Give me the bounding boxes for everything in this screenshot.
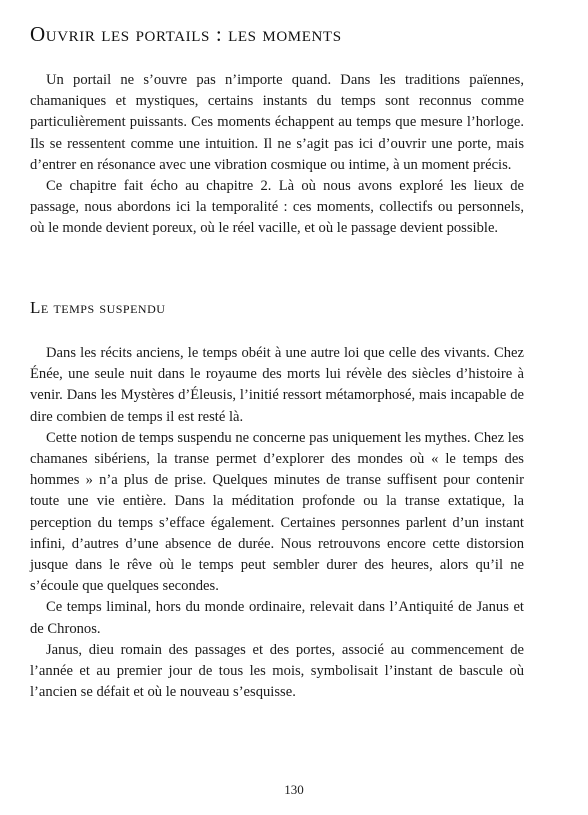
section-paragraph-1: Dans les récits anciens, le temps obéit à une autre loi que celle des vivants. Chez Énée, une seule nuit dans le royaume des morts lui révèle des siècles d’histoire à venir. Dans les Mystères d’Éleusis, l’initié ressort métamorphosé, mais incapable de dire combien de temps il est resté là.: [30, 345, 524, 425]
section-paragraph-3: Ce temps liminal, hors du monde ordinaire, relevait dans l’Antiquité de Janus et de Chronos.: [30, 599, 524, 637]
section-title: Le temps suspendu: [30, 298, 166, 317]
page-number: 130: [284, 782, 304, 797]
intro-paragraph-2: Ce chapitre fait écho au chapitre 2. Là où nous avons exploré les lieux de passage, nous abordons ici la temporalité : ces moments, collectifs ou personnels, où le monde devient poreux, où le réel vacille, et où le passage devient possible.: [30, 178, 524, 237]
intro-paragraph-1: Un portail ne s’ouvre pas n’importe quand. Dans les traditions païennes, chamaniques et mystiques, certains instants du temps sont reconnus comme particulièrement puissants. Ces moments échappent au temps que mesure l’horloge. Ils se ressentent comme une intuition. Il ne s’agit pas ici d’ouvrir une porte, mais d’entrer en résonance avec une vibration cosmique ou intime, à un moment précis.: [30, 72, 524, 173]
section-text: [30, 343, 524, 703]
chapter-title: Ouvrir les portails : les moments: [30, 22, 342, 46]
section-paragraph-4: Janus, dieu romain des passages et des portes, associé au commencement de l’année et au premier jour de tous les mois, symbolisait l’instant de bascule où l’ancien se défait et où le nouveau s’esquisse.: [30, 641, 524, 701]
section-paragraph-2: Cette notion de temps suspendu ne concerne pas uniquement les mythes. Chez les chamanes sibériens, la transe permet d’explorer des mondes où « le temps des hommes » n’a plus de prise. Quelques minutes de transe suffisent pour contenir toute une vie entière. Dans la méditation profonde ou la transe extatique, la perception du temps s’efface également. Certaines personnes parlent d’un instant infini, d’autres d’une absence de durée. Nous retrouvons encore cette distorsion jusque dans le rêve où le temps peut sembler durer des heures, alors qu’il ne s’écoule que quelques secondes.: [30, 429, 524, 595]
intro-text: [30, 70, 524, 240]
